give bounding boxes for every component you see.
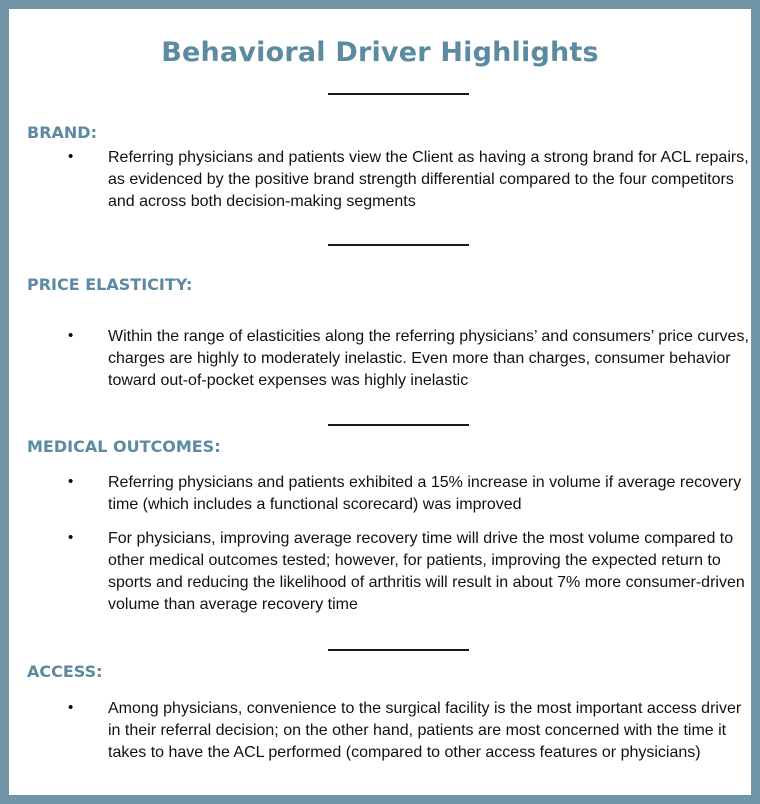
section-heading-price-elasticity: PRICE ELASTICITY:: [27, 275, 193, 294]
section-heading-brand: BRAND:: [27, 123, 97, 142]
bullet-marker: •: [68, 327, 74, 344]
bullet-access-1: Among physicians, convenience to the surgical facility is the most important access driver in their referral decision; on the other hand, patients are most concerned with the time it takes to have the ACL performed (compared to other access features or physicians): [108, 700, 742, 761]
bullet-price-elasticity-1: Within the range of elasticities along the referring physicians’ and consumers’ price curves, charges are highly to moderately inelastic. Even more than charges, consumer behavior toward out-of-pocket expenses was highly inelastic: [108, 328, 749, 389]
divider: [328, 424, 469, 426]
slide-title: Behavioral Driver Highlights: [161, 37, 599, 68]
bullet-medical-outcomes-1: Referring physicians and patients exhibited a 15% increase in volume if average recovery time (which includes a functional scorecard) was improved: [108, 474, 742, 513]
divider: [328, 649, 469, 651]
bullet-brand-1: Referring physicians and patients view the Client as having a strong brand for ACL repairs, as evidenced by the positive brand strength differential compared to the four competitors and across both decision-making segments: [108, 149, 749, 210]
section-heading-access: ACCESS:: [27, 662, 103, 681]
bullet-marker: •: [68, 473, 74, 490]
bullet-marker: •: [68, 699, 74, 716]
section-heading-medical-outcomes: MEDICAL OUTCOMES:: [27, 437, 221, 456]
bullet-marker: •: [68, 529, 74, 546]
divider: [328, 93, 469, 95]
bullet-medical-outcomes-2: For physicians, improving average recovery time will drive the most volume compared to other medical outcomes tested; however, for patients, improving the expected return to sports and reducing the likelihood of arthritis will result in about 7% more consumer-driven volume than average recovery time: [108, 530, 745, 613]
divider: [328, 244, 469, 246]
bullet-marker: •: [68, 148, 74, 165]
